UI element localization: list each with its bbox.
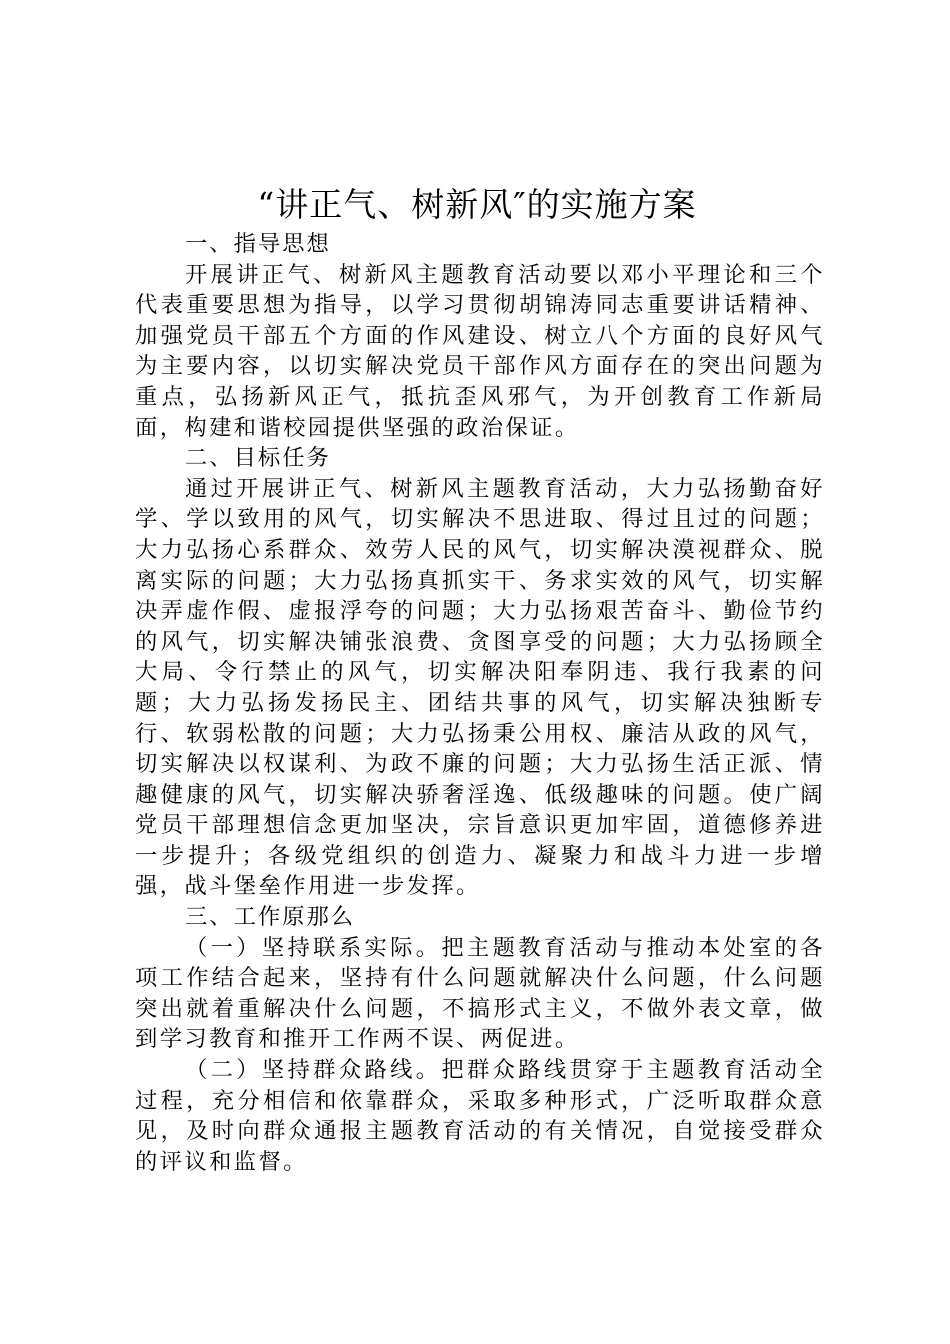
section-paragraph: 开展讲正气、树新风主题教育活动要以邓小平理论和三个代表重要思想为指导，以学习贯彻胡锦涛同志重要讲话精神、加强党员干部五个方面的作风建设、树立八个方面的良好风气为主要内容，以切实解决党员干部作风方面存在的突出问题为重点，弘扬新风正气，抵抗歪风邪气，为开创教育工作新局面，构建和谐校园提供坚强的政治保证。 (135, 261, 825, 441)
section-paragraph: （一）坚持联系实际。把主题教育活动与推动本处室的各项工作结合起来，坚持有什么问题就解决什么问题，什么问题突出就着重解决什么问题，不搞形式主义，不做外表文章，做到学习教育和推开工作两不误、两促进。 (135, 934, 825, 1053)
section-paragraph: 通过开展讲正气、树新风主题教育活动，大力弘扬勤奋好学、学以致用的风气，切实解决不思进取、得过且过的问题；大力弘扬心系群众、效劳人民的风气，切实解决漠视群众、脱离实际的问题；大力弘扬真抓实干、务求实效的风气，切实解决弄虚作假、虚报浮夸的问题；大力弘扬艰苦奋斗、勤俭节约的风气，切实解决铺张浪费、贪图享受的问题；大力弘扬顾全大局、令行禁止的风气，切实解决阳奉阴违、我行我素的问题；大力弘扬发扬民主、团结共事的风气，切实解决独断专行、软弱松散的问题；大力弘扬秉公用权、廉洁从政的风气，切实解决以权谋利、为政不廉的问题；大力弘扬生活正派、情趣健康的风气，切实解决骄奢淫逸、低级趣味的问题。使广阔党员干部理想信念更加坚决，宗旨意识更加牢固，道德修养进一步提升；各级党组织的创造力、凝聚力和战斗力进一步增强，战斗堡垒作用进一步发挥。 (135, 475, 825, 900)
document-title: “讲正气、树新风″的实施方案 (257, 185, 697, 224)
section-goals-tasks (135, 443, 825, 902)
section-heading: 三、工作原那么 (185, 904, 356, 931)
section-guiding-ideology (135, 229, 825, 443)
document-page (135, 180, 825, 1177)
document-body (135, 229, 825, 1177)
section-paragraph: （二）坚持群众路线。把群众路线贯穿于主题教育活动全过程，充分相信和依靠群众，采取多种形式，广泛听取群众意见，及时向群众通报主题教育活动的有关情况，自觉接受群众的评议和监督。 (135, 1057, 825, 1175)
section-heading: 一、指导思想 (185, 231, 331, 257)
section-heading: 二、目标任务 (185, 445, 331, 472)
section-working-principles (135, 902, 825, 1177)
